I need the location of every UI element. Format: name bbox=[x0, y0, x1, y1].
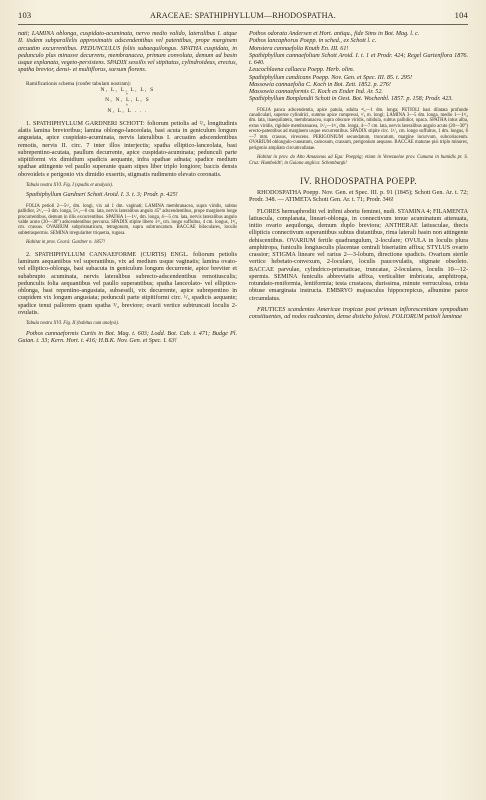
ramification-schema-title: Ramificationis schema (confer tabulam nostram): bbox=[26, 80, 132, 87]
species-2-habitat: Habitat in prov. do Alto Amazonas ad Ega: Poeppig; etiam in Venezuelae prov. Cumana in humidis pr. S. Cruz: Humboldt!; in Guiana anglica: Schomburgk! bbox=[249, 155, 468, 166]
species-2-description: FOLIA panca adscendentia, apice patula, adulta ⁴/₅—1 dm. longa; PETIOLI basi dilatata profunde canaliculati, superne cylindrici, summo apice compressi, ²/₃ m. longi; LAMINA 3—5 dm. longa, medio 1—1¹/₂ dm. lata, inaequilatera, membranacea, supra obscure viridis, nitidula, subtus pallidior, opaca. SPATHA intus alba, extus viridis, rigidule membranacea, 1¹/₂—1³/₄ dm. longa, 4—7 cm. lata, nervis lateralibus angulo acuto (20—30°) erecto-patentibus ad marginem usque excurrentibus. SPADIX stipite circ. 1¹/₂ cm. longo suffultus, 1 dm. longus, 6—7 mm. crassus, virescens. PERIGONIUM secundatum, truncatum, margine incurvum, subcoriaceum. OVARIUM oblongulo-cuneatum, carnosum, crassum, perigonium aequans. BACCAE maturae pisi triplo minores, perigonio ampliato circumvallatae. bbox=[249, 107, 468, 151]
left-column bbox=[18, 31, 237, 345]
species-2-synonyms: Pothos cannaeformis Curtis in Bot. Mag. t. 603; Lodd. Bot. Cab. t. 471; Budge Pl. Guian. t. 33; Kern. Hort. t. 416; H.B.K. Nov. Gen. et Spec. I. 63! bbox=[18, 330, 237, 344]
schema-line: N, N, L, L, S bbox=[105, 97, 150, 104]
species-1-plate-reference: Tabula nostra XVI. Fig. I (spadix et analysis). bbox=[26, 182, 114, 188]
species-1-habitat: Habitat in prov. Ceará: Gardner n. 1857! bbox=[26, 240, 105, 246]
species-2-plate-reference: Tabula nostra XVI. Fig. II (habitus cum analysi). bbox=[26, 321, 119, 327]
right-page-number: 104 bbox=[454, 10, 468, 20]
header-rule bbox=[18, 24, 468, 25]
species-2-synonyms-continued: Pothos odorata Andersen et Hort. antiqu., fide Sims in Bot. Mag. l. c. Pothos lancaphorus Poepp. in sched., ex Schott l. c. Monstera cannaefolia Knuth En. III. 61! Spathiphyllum cannaefolium Schott Aroid. I. t. 1 et Prodr. 424; Regel Gartenflora 1876. t. 640. Leucochlaena callaeca Poepp. Herb. olim. Spathiphyllum candicans Poepp. Nov. Gen. et Spec. III. 85. t. 295! Massowia cannaefolia C. Koch in Bot. Zeit. 1852. p. 276! Massowia cannaeformis C. Koch ex Ender Ind. Ar. 52. Spathiphyllum Bonplandii Schott in Oest. Bot. Wochenbl. 1857. p. 158; Prodr. 423. bbox=[249, 31, 468, 103]
ramification-schema bbox=[18, 87, 237, 115]
running-header bbox=[14, 10, 472, 22]
right-column bbox=[249, 31, 468, 345]
genus-references: RHODOSPATHA Poepp. Nov. Gen. et Spec. III. p. 91 (1845); Schott Gen. Ar. t. 72; Prodr. 348. — ATIMETA Schott Gen. Ar. t. 71; Prodr. 346! bbox=[249, 190, 468, 204]
species-1-description: FOLIA petioli 2—5¹/₂ dm. longi, vix ad 1 dm. vaginati; LAMINA membranacea, supra viridis, subtus pallidior, 2¹/₂—3 dm. longa, 5¹/₂—6 cm. lata, nervis lateralibus angulo 45° adscendentibus, prope marginem longe procurrentibus, demum in illis excurrentibus. SPATHA 1—1¹/₂ dm. longa, 4—5 cm. lata, nervis lateralibus angulo valde acuto (20—30°) adscendentibus percursa. SPADIX stipite libero 1³/₄ cm. longo suffultus, 4 cm. longus, 1³/₄ cm. crassus. OVARIUM subprismaticum, tetragonum, supra subtruncatum. BACCAE biloculares, loculis subtetraspermis. SEMINA irregulariter triquetra, rugosa. bbox=[18, 203, 237, 236]
genus-habit-closing: FRUTICES scandentes Americae tropicae post primum inflorescentiam sympodium constituentes, ad nodos radicantes, dense disticho foliosi. FOLIORUM petioli laminae bbox=[249, 306, 468, 321]
left-page-number: 103 bbox=[18, 10, 32, 20]
genus-description: FLORES hermaphroditi vel infimi abortu feminei, nudi. STAMINA 4; FILAMENTA latiuscula, complanata, lineari-oblonga, in connectivum tenue acuminatum attenuata, initio ovario aequilonga, demum duplo breviora; ANTHERAE latiusculae, thecis ellipticis connectivum superantibus subtus distantibus, rima laterali basin non attingente dehiscentibus. OVARIUM fertile quadrangulum, 2-loculare; OVULA in loculis plura amphitropa, funiculis longiusculis placentae centrali biseriatim affixa; STYLUS ovario crassior; STIGMA lineare vel rarius 2—3-lobum, directione spadicis. Ovarium sterile vertice hebetato-convexum, 2-loculare, loculis paucovulatis, stigmate obsoleto. BACCAE parvulae, cylindrico-prismaticae, truncatae, 2-loculares, loculis 10—12-spermis. SEMINA funiculis abbreviatis affixa, verticaliter imbricata, amphitropa, rotundato-reniformia, lentiformia; testa crustacea, durissima, minute verruculosa, crista obtuse emarginata instructa. EMBRYO majusculus hippocrepicus, albumine parce circumdatus. bbox=[249, 208, 468, 302]
text-columns bbox=[14, 31, 472, 345]
schema-line: ᵇ bbox=[126, 102, 129, 109]
species-2-diagnosis: 2. SPATHIPHYLLUM CANNAEFORME (CURTIS) ENGL. foliorum petiolis laminam aequantibus vel superantibus, vix ad medium usque vaginatis; lamina ovato- vel elliptico-oblonga, basi subacuta in geniculum longum decurrente, apice breviter et subabrupto acuminata, nervis lateralibus subrecto-adscendentibus remotiusculis; pedunculis folia aequantibus vel paullo superantibus; spatha lanceolato- vel elliptico-oblonga, basi repentino-angustata, subsessili, vix decurrente, apice subrepentino in cuspidem vix longum angustata; pedunculi parte stipitiformi circ. ¹/₃ spadicis aequante; spadice tenui pallorem quam spatha ³/₄ breviore; ovarii vertice subtruncati loculis 2-ovulatis. bbox=[18, 251, 237, 316]
genus-heading: IV. RHODOSPATHA POEPP. bbox=[300, 176, 417, 187]
species-1-synonym: Spathiphyllum Gardneri Schott Aroid. I. 3. t. 3; Prodr. p. 425! bbox=[26, 192, 178, 199]
species-1-diagnosis: 1. SPATHIPHYLLUM GARDNERI SCHOTT: foliorum petiolis ad ²/₃ longitudinis alatis lamina brevioribus; lamina oblongo-lanceolata, basi acuta in geniculum longum angustata, apice cuspidato-acuminata, nervis lateralibus I. arcuatim adscendentibus remotis, nervis II. circ. 7 inter illos interjectis; spatha elliptico-lanceolata, basi subrepentino-acutata, paullum decurrente, apice cuspidato-acuminata; pedunculi parte stipitiformi vix dimidium spadicis aequante, infra spathae adnata; spadice medium spathae attingente vel paullo superante quam stipes liber triplo longiore; baccis densis obovoideis e perigonio vix dimidio exsertis, stigmatis rudimento elevato coronatis. bbox=[18, 120, 237, 178]
schema-line: N, L, L . . . bbox=[107, 107, 148, 114]
schema-line: ᵇ bbox=[126, 92, 129, 99]
genus-description-continuation: nati; LAMINA oblonga, cuspidato-acuminata, nervo medio valido, lateralibus I. atque II. iisdem subparallelis approximatis adscendentibus vel patentibus, prope marginem arcuatim excurrentibus. PEDUNCULUS foliis subaequilongus. SPATHA cuspidata, in pedunculo plus minusve decurrens, membranacea, primum convoluta, demum ad basin usque explanata, vegeto-persistens. SPADIX sessilis vel stipitatus, cylindroideus, erectus, spatha brevior, densi- et multiflorus, sursum florens. bbox=[18, 31, 237, 74]
schema-line: N, L, L, L, L, S bbox=[100, 86, 155, 93]
page-title: ARACEAE: SPATHIPHYLLUM—RHODOSPATHA. bbox=[149, 11, 337, 20]
